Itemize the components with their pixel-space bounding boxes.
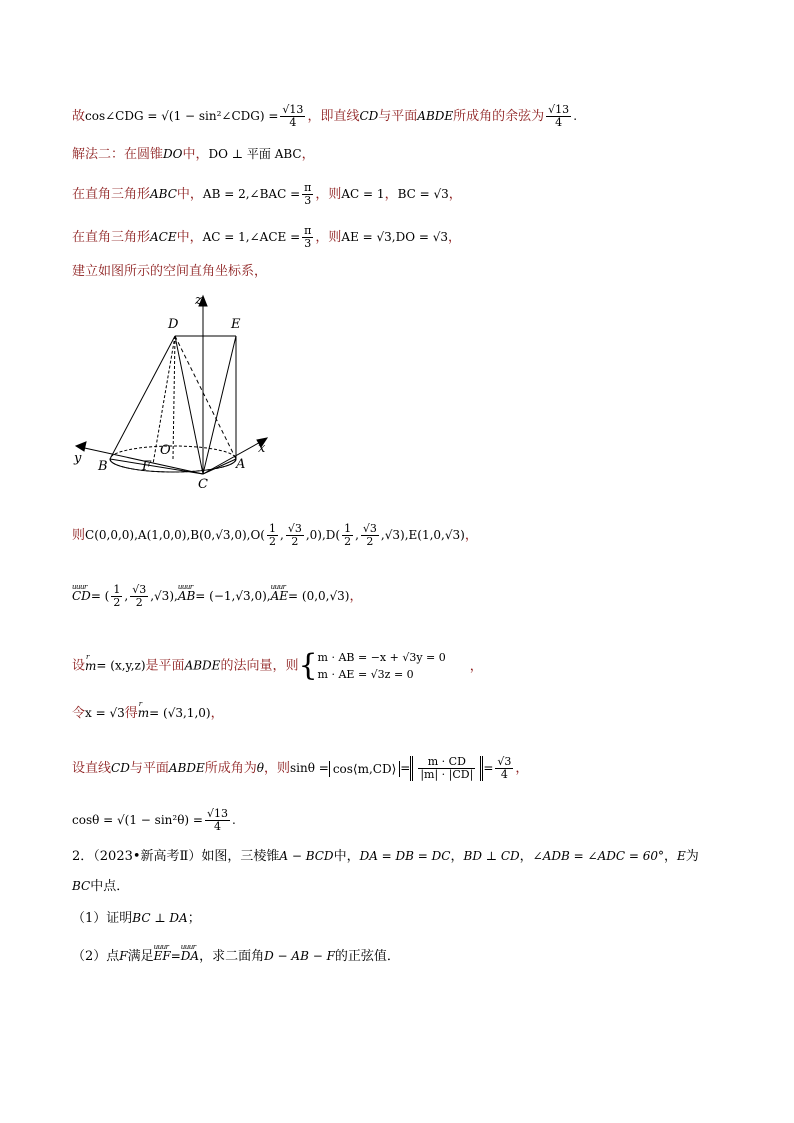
frac-den: 2 [113,596,121,609]
frac-den: 3 [304,194,312,207]
line-5: 建立如图所示的空间直角坐标系， [72,264,268,279]
math: ,0),D( [305,528,341,542]
text: 则 [72,528,86,543]
text: . [573,109,578,123]
text: 中， [176,187,203,202]
math: = ( [90,589,110,603]
text: 满足 [127,949,154,964]
math: ABC [150,187,177,201]
math: A − BCD [279,849,334,863]
frac-num: 1 [268,522,276,535]
equation-1: m · AB = −x + √3y = 0 [317,651,446,664]
line-8 [72,649,483,683]
text: 与平面 [129,761,169,776]
label-F: F [142,459,152,474]
abs-fraction [410,756,483,781]
frac-num: √13 [282,103,304,116]
fraction [302,225,313,250]
line-12 [72,848,699,865]
frac-den: 2 [291,535,299,548]
text: 中， [176,230,203,245]
math: BC = √3 [397,187,449,201]
text: （1）证明 [72,911,133,926]
vector-m: r m [138,705,149,721]
fraction [267,523,278,548]
label-z: z [195,293,202,308]
math: ABDE [168,761,205,775]
math: x = √3 [85,706,125,720]
text: 中， [182,147,209,162]
line-7: uuur CD= ( $\frac{1}{2}$ , $\frac{√3}{2}$ ,√3),uuur AB= (−1,√3,0),uuur AE= (0,0,√3)， [72,584,362,609]
line-10 [72,756,528,781]
math: cosθ = √(1 − sin²θ) = [72,813,203,827]
edge-DB [110,336,175,459]
vector-AE: uuur AE [271,588,288,604]
label-E: E [231,317,241,332]
edge-DO [173,336,175,459]
text: 令 [72,706,86,721]
frac-den: |m| · |CD| [420,768,474,781]
edge-CA [203,459,236,474]
base-ellipse-front [110,459,236,472]
frac-den: 2 [366,535,374,548]
brace: { [298,648,318,683]
fraction [280,104,305,129]
frac-num: π [304,224,312,237]
label-x: x [258,441,266,456]
line-15 [72,948,400,965]
math: = (0,0,√3) [288,589,350,603]
text: ， [664,849,678,864]
math: DO [163,147,183,161]
frac-den: 2 [344,535,352,548]
label-A: A [236,457,246,472]
math: F [119,949,128,963]
math: C(0,0,0),A(1,0,0),B(0,√3,0),O( [85,528,265,542]
text: （2）点 [72,949,120,964]
line-2 [72,146,315,163]
text: ， [210,706,224,721]
text: 为 [685,849,699,864]
text: 的正弦值． [334,949,400,964]
text: ， [448,230,462,245]
math: = (−1,√3,0), [195,589,271,603]
fraction [111,584,122,609]
frac-den: 4 [289,116,297,129]
vector-CD: uuur CD [72,588,91,604]
line-14 [72,910,201,927]
math: AC = 1 [341,187,385,201]
math: AE = √3,DO = √3 [341,230,449,244]
math: sinθ = [289,761,329,775]
text: 是平面 [145,658,185,674]
math: ,√3), [150,589,178,603]
math: ABDE [184,658,221,673]
text: ， [450,849,464,864]
math: BD ⊥ CD [463,849,520,863]
x-axis [203,440,264,474]
frac-den: 4 [500,768,508,781]
edge-DC [175,336,203,474]
abs-cos: cos⟨m,CD⟩ [329,761,400,777]
text: ， [384,187,398,202]
cone-figure [68,292,278,492]
frac-num: √3 [287,522,302,535]
text: 中点． [90,879,130,894]
text: 的法向量，则 [220,658,299,674]
frac-den: 2 [135,596,143,609]
edge-EC [203,336,236,474]
frac-num: √3 [362,522,377,535]
frac-num: m · CD [418,756,475,769]
math: = [400,761,411,775]
text: ； [187,911,201,926]
frac-den: 3 [304,237,312,250]
vector-DA: uuur DA [181,948,199,964]
math: = [483,761,494,775]
text: ， [448,187,462,202]
fraction [286,523,304,548]
text: . [231,813,236,827]
fraction [130,584,148,609]
math: E [677,849,686,863]
text: ， [301,147,315,162]
frac-den: 4 [213,820,221,833]
label-O: O [160,443,171,458]
label-B: B [98,459,108,474]
text: 所成角的余弦为 [453,109,545,124]
fraction [205,808,230,833]
text: 设直线 [72,761,112,776]
fraction [495,756,513,781]
text: ， [515,761,529,776]
text: ， [469,658,483,674]
text: 所成角为 [204,761,257,776]
fraction [361,523,379,548]
text: 在直角三角形 [72,187,151,202]
vector-EF: uuur EF [154,948,171,964]
frac-num: 1 [113,583,121,596]
frac-num: √13 [206,807,228,820]
text: 解法二：在圆锥 [72,147,164,162]
math: cos∠CDG = √(1 − sin²∠CDG) = [85,109,279,123]
fraction [418,756,475,781]
frac-num: √3 [132,583,147,596]
text: 与平面 [378,109,418,124]
text: ，求二面角 [199,949,265,964]
math: ,√3),E(1,0,√3) [380,528,465,542]
line-6: 则C(0,0,0),A(1,0,0),B(0,√3,0),O( $\frac{1}{2}$ , $\frac{√3}{2}$ ,0),D( $\frac{1}{2}$ , $\frac{√3}{2}$ ,√3),E(1,0,√3)， [72,522,478,548]
vector-m: r m [85,658,96,674]
math: BC ⊥ DA [132,911,188,925]
frac-num: π [304,181,312,194]
math: θ [256,761,264,775]
frac-num: √3 [497,755,512,768]
text: ， [349,589,363,604]
text: 故 [72,109,86,124]
equation-2: m · AE = √3z = 0 [317,668,414,681]
vector-AB: uuur AB [178,588,195,604]
text: ，则 [315,187,342,202]
fraction [302,182,313,207]
math: D − AB − F [264,949,335,963]
math: BC [72,879,91,893]
edge-DA [175,336,236,459]
frac-num: 1 [344,522,352,535]
math: = (√3,1,0) [149,706,211,720]
equation-system [318,649,446,683]
fraction [342,523,353,548]
line-11 [72,808,236,833]
line-1 [72,104,577,129]
math: ABDE [417,109,454,123]
text: ， [464,528,478,543]
line-3 [72,182,462,207]
frac-den: 4 [555,116,563,129]
math: CD [359,109,379,123]
math: CD [111,761,130,775]
text: 设 [72,658,86,674]
text: ，则 [263,761,290,776]
math: ACE [150,230,177,244]
math: = [170,949,181,963]
text: 中， [333,849,360,864]
text: 2．（2023•新高考Ⅱ）如图，三棱锥 [72,849,280,864]
text: ， [519,849,533,864]
frac-num: √13 [548,103,570,116]
fraction [546,104,571,129]
frac-den: 2 [268,535,276,548]
text: 在直角三角形 [72,230,151,245]
label-D: D [168,317,179,332]
label-y: y [74,451,82,466]
line-4 [72,225,461,250]
math: DO ⊥ 平面 ABC [208,147,302,161]
math: DA = DB = DC [359,849,451,863]
math: = (x,y,z) [96,658,146,673]
line-9 [72,705,224,722]
label-C: C [198,477,208,492]
text: 得 [124,706,138,721]
math: ∠ADB = ∠ADC = 60° [532,849,664,863]
text: ，则 [315,230,342,245]
text: ，即直线 [307,109,360,124]
math: AC = 1,∠ACE = [202,230,301,244]
line-13 [72,878,129,895]
math: AB = 2,∠BAC = [202,187,301,201]
y-arrow-icon [76,442,86,451]
